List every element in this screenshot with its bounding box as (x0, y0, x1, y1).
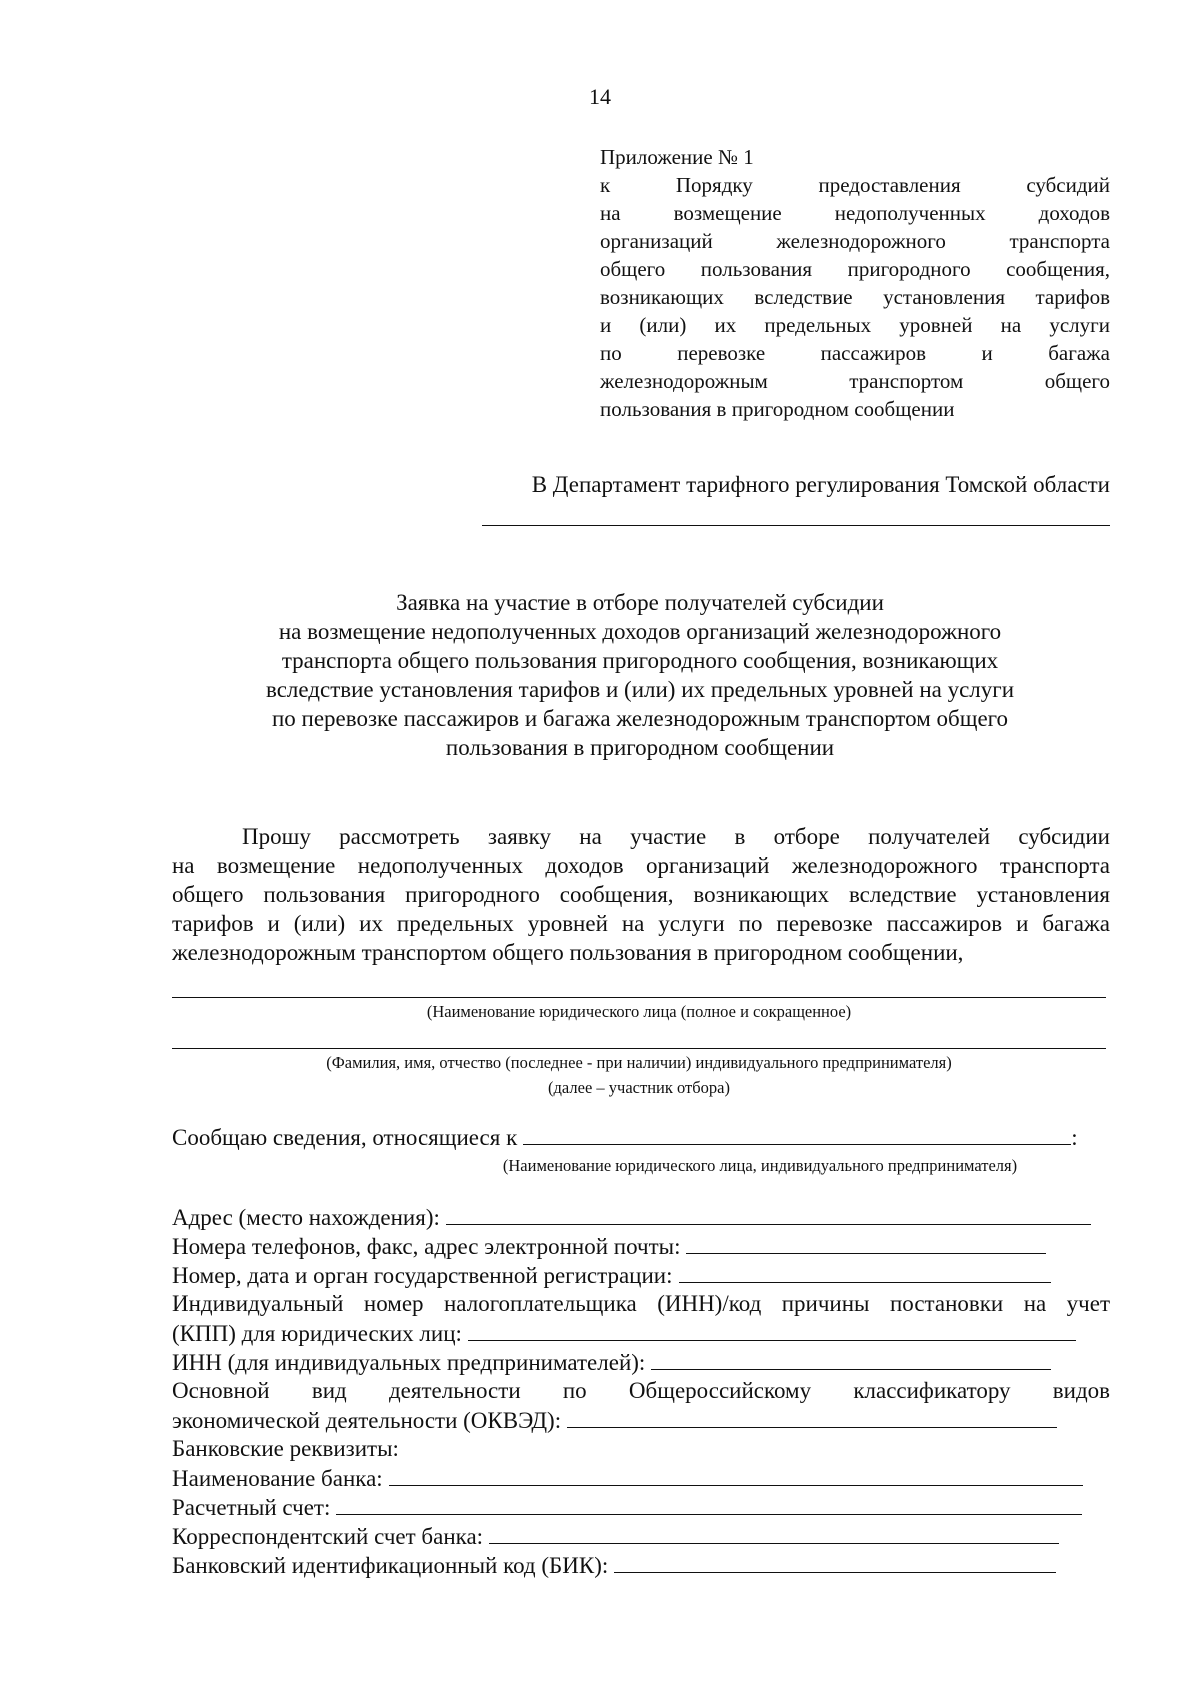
phones-blank[interactable] (686, 1231, 1046, 1254)
title-line: Заявка на участие в отборе получателей субсидии (396, 590, 884, 615)
corr-account-blank[interactable] (489, 1521, 1059, 1544)
entrepreneur-caption: (Фамилия, имя, отчество (последнее - при наличии) индивидуального предпринимателя) (326, 1053, 952, 1072)
field-address (172, 1202, 1091, 1232)
report-label: Сообщаю сведения, относящиеся к (172, 1125, 518, 1150)
appendix-line: и (или) их предельных уровней на услуги (600, 313, 1110, 337)
field-label: экономической деятельности (ОКВЭД): (172, 1408, 562, 1433)
body-line: тарифов и (или) их предельных уровней на услуги по перевозке пассажиров и багажа (172, 911, 1110, 936)
recipient: В Департамент тарифного регулирования Томской области (531, 472, 1110, 497)
body-line: на возмещение недополученных доходов организаций железнодорожного транспорта (172, 853, 1110, 878)
title-line: пользования в пригородном сообщении (445, 735, 835, 760)
field-label: Наименование банка: (172, 1466, 383, 1491)
appendix-line: Приложение № 1 (600, 145, 754, 169)
appendix-header (600, 143, 1110, 423)
inn-kpp-blank[interactable] (468, 1318, 1076, 1341)
body-line: Прошу рассмотреть заявку на участие в отборе получателей субсидии (242, 824, 1110, 849)
report-colon: : (1071, 1125, 1078, 1150)
field-phones (172, 1231, 1046, 1261)
bank-name-blank[interactable] (389, 1463, 1083, 1486)
appendix-line: общего пользования пригородного сообщения, (600, 257, 1110, 281)
account-blank[interactable] (336, 1492, 1082, 1515)
field-inn-ip (172, 1347, 1051, 1377)
recipient-blank-line[interactable] (482, 525, 1110, 526)
title-line: транспорта общего пользования пригородного сообщения, возникающих (281, 648, 999, 673)
bik-blank[interactable] (614, 1550, 1056, 1573)
entrepreneur-blank[interactable] (172, 1048, 1106, 1049)
request-paragraph (172, 822, 1110, 967)
title-line: вследствие установления тарифов и (или) их предельных уровней на услуги (265, 677, 1015, 702)
inn-ip-blank[interactable] (651, 1347, 1051, 1370)
legal-entity-blank[interactable] (172, 997, 1106, 998)
appendix-line: организаций железнодорожного транспорта (600, 229, 1110, 253)
title-line: по перевозке пассажиров и багажа железнодорожным транспортом общего (271, 706, 1009, 731)
address-blank[interactable] (446, 1202, 1091, 1225)
field-label: Номера телефонов, факс, адрес электронной почты: (172, 1234, 681, 1259)
report-row (172, 1122, 1110, 1152)
field-label: (КПП) для юридических лиц: (172, 1321, 462, 1346)
field-label: Банковские реквизиты: (172, 1436, 399, 1461)
report-blank[interactable] (523, 1122, 1071, 1145)
title-line: на возмещение недополученных доходов организаций железнодорожного (278, 619, 1002, 644)
document-title (160, 588, 1120, 762)
appendix-line: по перевозке пассажиров и багажа (600, 341, 1110, 365)
appendix-line: железнодорожным транспортом общего (600, 369, 1110, 393)
field-label: Расчетный счет: (172, 1495, 331, 1520)
appendix-line: на возмещение недополученных доходов (600, 201, 1110, 225)
field-okved (172, 1405, 1057, 1435)
appendix-line: возникающих вследствие установления тарифов (600, 285, 1110, 309)
field-label: Корреспондентский счет банка: (172, 1524, 484, 1549)
legal-entity-caption: (Наименование юридического лица (полное и сокращенное) (426, 1002, 852, 1021)
appendix-line: к Порядку предоставления субсидий (600, 173, 1110, 197)
field-bik (172, 1550, 1056, 1580)
field-label: Банковский идентификационный код (БИК): (172, 1553, 609, 1578)
field-corr-account (172, 1521, 1059, 1551)
field-label: Номер, дата и орган государственной регистрации: (172, 1263, 673, 1288)
participant-caption: (далее – участник отбора) (548, 1078, 730, 1097)
field-account (172, 1492, 1082, 1522)
field-inn-kpp (172, 1318, 1076, 1348)
okved-blank[interactable] (567, 1405, 1057, 1428)
report-caption: (Наименование юридического лица, индивидуального предпринимателя) (502, 1156, 1018, 1175)
field-label: Адрес (место нахождения): (172, 1205, 440, 1230)
registration-blank[interactable] (679, 1260, 1051, 1283)
okved-line1: Основной вид деятельности по Общероссийскому классификатору видов (172, 1378, 1110, 1403)
field-label: ИНН (для индивидуальных предпринимателей): (172, 1350, 646, 1375)
field-registration (172, 1260, 1051, 1290)
inn-kpp-line1: Индивидуальный номер налогоплательщика (ИНН)/код причины постановки на учет (172, 1291, 1110, 1316)
field-bank-name (172, 1463, 1083, 1493)
bank-details-heading (172, 1434, 399, 1463)
body-line: железнодорожным транспортом общего пользования в пригородном сообщении, (172, 940, 964, 965)
page-number: 14 (589, 84, 611, 109)
body-line: общего пользования пригородного сообщения, возникающих вследствие установления (172, 882, 1110, 907)
appendix-line: пользования в пригородном сообщении (600, 397, 955, 421)
